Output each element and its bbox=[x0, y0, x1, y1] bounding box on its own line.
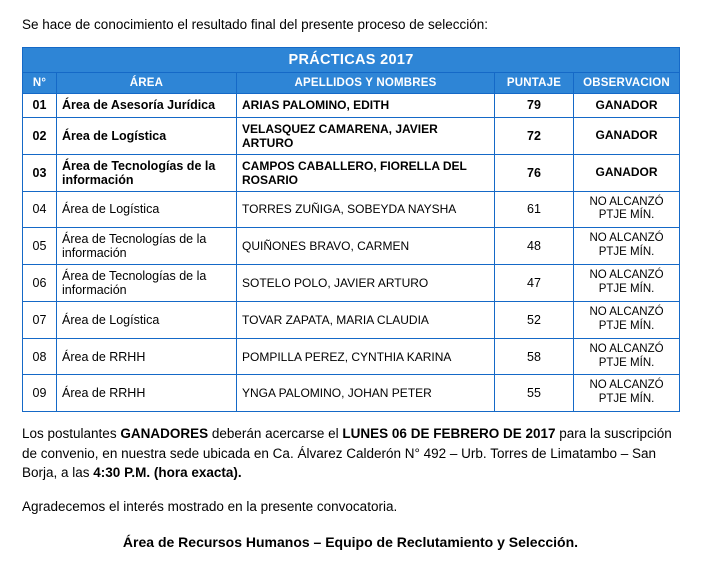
cell-name: ARIAS PALOMINO, EDITH bbox=[237, 94, 495, 117]
cell-area: Área de Tecnologías de la información bbox=[57, 228, 237, 265]
table-row bbox=[23, 338, 680, 375]
table-row bbox=[23, 228, 680, 265]
cell-name: YNGA PALOMINO, JOHAN PETER bbox=[237, 375, 495, 412]
cell-name: VELASQUEZ CAMARENA, JAVIER ARTURO bbox=[237, 117, 495, 154]
cell-observation: GANADOR bbox=[574, 154, 680, 191]
cell-observation: NO ALCANZÓ PTJE MÍN. bbox=[574, 338, 680, 375]
notice-paragraph bbox=[22, 424, 679, 483]
cell-name: SOTELO POLO, JAVIER ARTURO bbox=[237, 265, 495, 302]
notice-bold-time: 4:30 P.M. (hora exacta). bbox=[93, 465, 242, 481]
cell-area: Área de Logística bbox=[57, 117, 237, 154]
notice-bold-date: LUNES 06 DE FEBRERO DE 2017 bbox=[342, 425, 556, 441]
table-row bbox=[23, 375, 680, 412]
cell-num: 06 bbox=[23, 265, 57, 302]
table-title-row bbox=[23, 48, 680, 73]
cell-area: Área de RRHH bbox=[57, 375, 237, 412]
table-row bbox=[23, 117, 680, 154]
table-row bbox=[23, 154, 680, 191]
results-table bbox=[22, 47, 680, 412]
table-row bbox=[23, 265, 680, 302]
cell-score: 55 bbox=[495, 375, 574, 412]
cell-num: 04 bbox=[23, 191, 57, 228]
notice-bold-winners: GANADORES bbox=[120, 425, 209, 441]
intro-paragraph: Se hace de conocimiento el resultado final del presente proceso de selección: bbox=[22, 17, 489, 32]
cell-observation: NO ALCANZÓ PTJE MÍN. bbox=[574, 265, 680, 302]
cell-area: Área de RRHH bbox=[57, 338, 237, 375]
table-title: PRÁCTICAS 2017 bbox=[23, 48, 680, 73]
cell-name: QUIÑONES BRAVO, CARMEN bbox=[237, 228, 495, 265]
table-header-row bbox=[23, 73, 680, 94]
column-header-observation: OBSERVACION bbox=[574, 73, 680, 94]
column-header-num: N° bbox=[23, 73, 57, 94]
cell-name: TORRES ZUÑIGA, SOBEYDA NAYSHA bbox=[237, 191, 495, 228]
cell-num: 03 bbox=[23, 154, 57, 191]
cell-area: Área de Logística bbox=[57, 302, 237, 339]
cell-score: 72 bbox=[495, 117, 574, 154]
thanks-paragraph: Agradecemos el interés mostrado en la presente convocatoria. bbox=[22, 498, 398, 514]
cell-score: 76 bbox=[495, 154, 574, 191]
cell-score: 79 bbox=[495, 94, 574, 117]
notice-text-3: para la suscripción de convenio, en nuestra sede ubicada en Ca. Álvarez Calderón N° 492 – Urb. Torres de Limatambo – San Borja, a las bbox=[22, 425, 672, 481]
column-header-name: APELLIDOS Y NOMBRES bbox=[237, 73, 495, 94]
table-row bbox=[23, 302, 680, 339]
notice-text-1: Los postulantes bbox=[22, 425, 121, 441]
cell-score: 58 bbox=[495, 338, 574, 375]
cell-observation: NO ALCANZÓ PTJE MÍN. bbox=[574, 302, 680, 339]
cell-score: 61 bbox=[495, 191, 574, 228]
notice-text-2: deberán acercarse el bbox=[208, 425, 343, 441]
cell-observation: GANADOR bbox=[574, 94, 680, 117]
cell-observation: GANADOR bbox=[574, 117, 680, 154]
table-row bbox=[23, 191, 680, 228]
cell-name: CAMPOS CABALLERO, FIORELLA DEL ROSARIO bbox=[237, 154, 495, 191]
closing-signature: Área de Recursos Humanos – Equipo de Reclutamiento y Selección. bbox=[122, 534, 579, 551]
cell-area: Área de Asesoría Jurídica bbox=[57, 94, 237, 117]
table-row bbox=[23, 94, 680, 117]
cell-num: 08 bbox=[23, 338, 57, 375]
column-header-score: PUNTAJE bbox=[495, 73, 574, 94]
cell-score: 52 bbox=[495, 302, 574, 339]
cell-num: 05 bbox=[23, 228, 57, 265]
cell-area: Área de Tecnologías de la información bbox=[57, 265, 237, 302]
cell-area: Área de Logística bbox=[57, 191, 237, 228]
cell-name: POMPILLA PEREZ, CYNTHIA KARINA bbox=[237, 338, 495, 375]
cell-name: TOVAR ZAPATA, MARIA CLAUDIA bbox=[237, 302, 495, 339]
cell-num: 01 bbox=[23, 94, 57, 117]
cell-area: Área de Tecnologías de la información bbox=[57, 154, 237, 191]
column-header-area: ÁREA bbox=[57, 73, 237, 94]
cell-score: 48 bbox=[495, 228, 574, 265]
cell-observation: NO ALCANZÓ PTJE MÍN. bbox=[574, 228, 680, 265]
cell-num: 09 bbox=[23, 375, 57, 412]
cell-score: 47 bbox=[495, 265, 574, 302]
cell-num: 07 bbox=[23, 302, 57, 339]
cell-observation: NO ALCANZÓ PTJE MÍN. bbox=[574, 375, 680, 412]
cell-num: 02 bbox=[23, 117, 57, 154]
cell-observation: NO ALCANZÓ PTJE MÍN. bbox=[574, 191, 680, 228]
